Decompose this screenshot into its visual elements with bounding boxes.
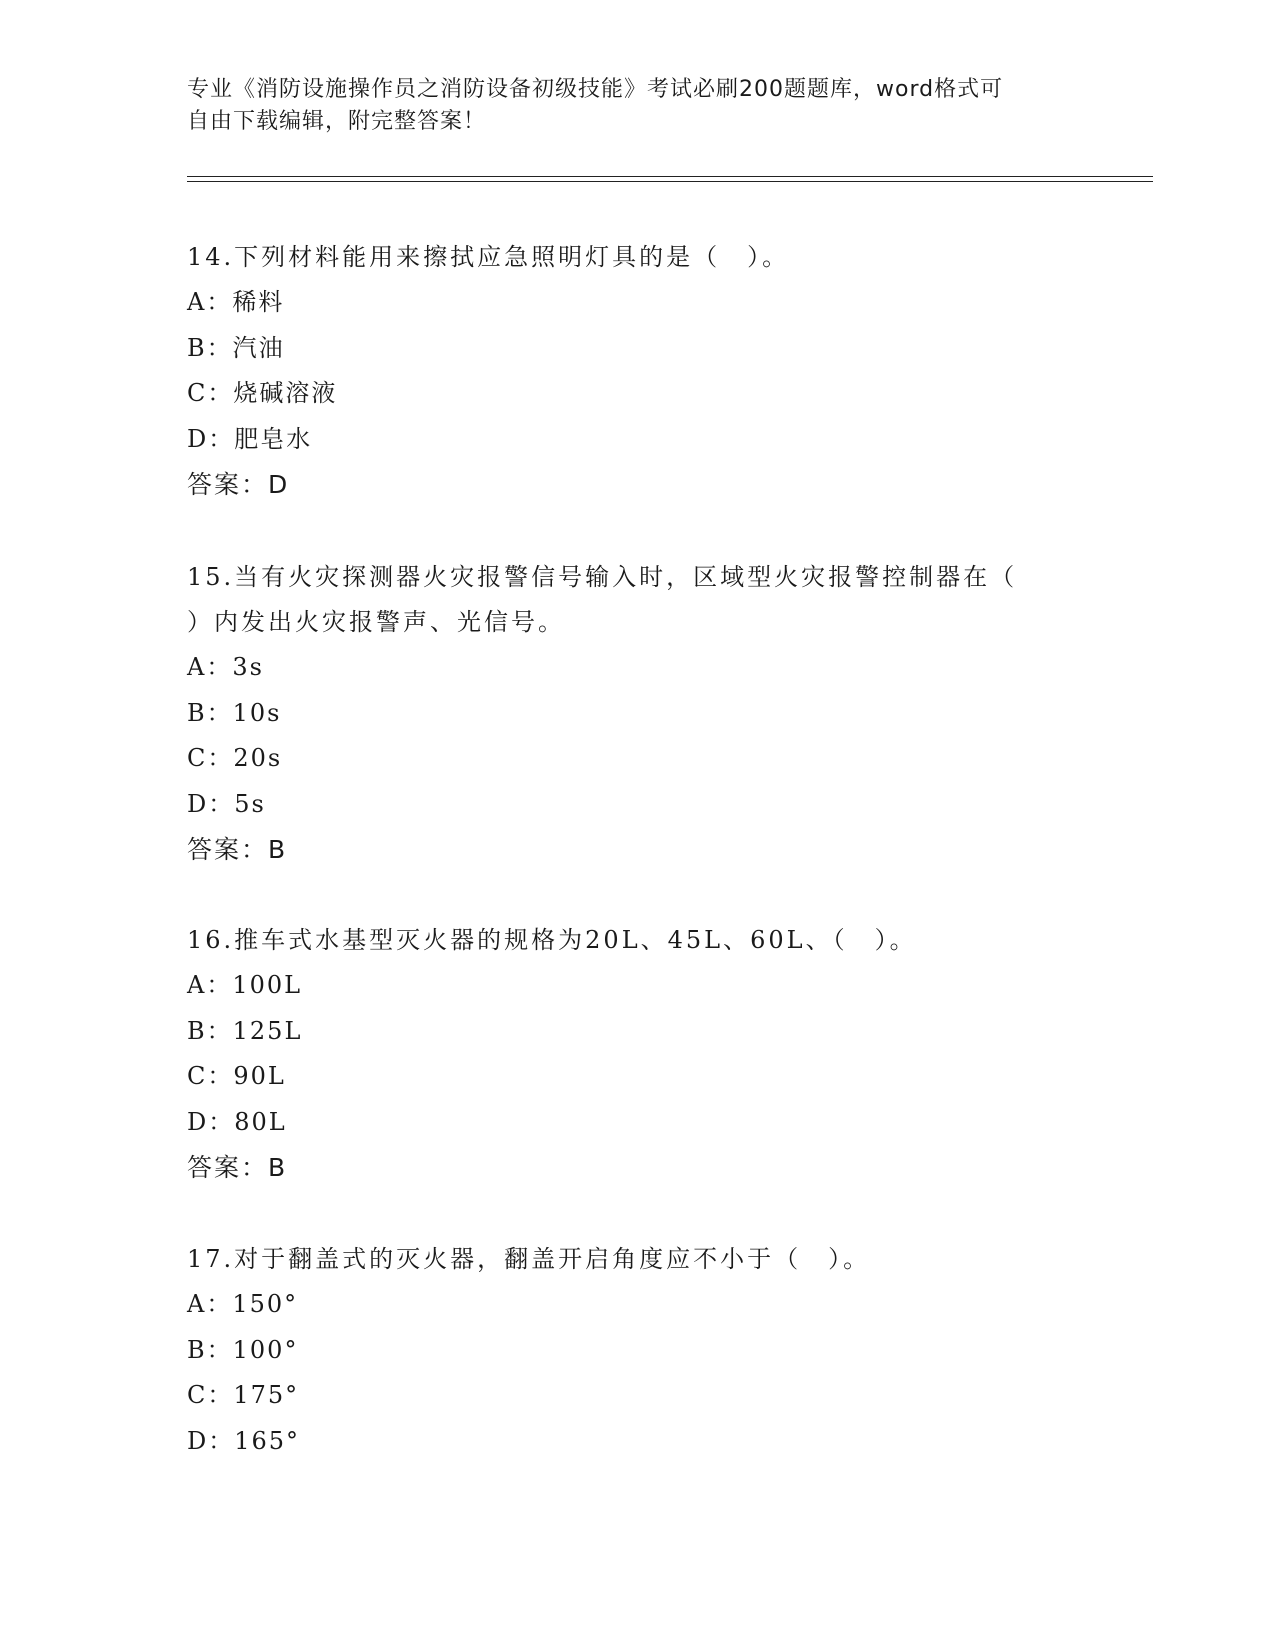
answer-label: 答案：B — [187, 835, 288, 864]
header-line-1: 专业《消防设施操作员之消防设备初级技能》考试必刷200题题库，word格式可 — [187, 77, 1004, 102]
option-a: A：150° — [187, 1290, 299, 1318]
question-stem: 16.推车式水基型灭火器的规格为20L、45L、60L、（ ）。 — [187, 926, 917, 954]
option-d: D：肥皂水 — [187, 424, 313, 453]
question-stem: 17.对于翻盖式的灭火器，翻盖开启角度应不小于（ ）。 — [187, 1245, 871, 1273]
question-stem: 15.当有火灾探测器火灾报警信号输入时，区域型火灾报警控制器在（ — [187, 563, 1018, 591]
header-line-2: 自由下载编辑，附完整答案！ — [187, 109, 487, 134]
option-c: C：175° — [187, 1381, 300, 1409]
option-b: B：汽油 — [187, 333, 285, 362]
header-divider-bottom — [187, 181, 1153, 182]
option-d: D：80L — [187, 1107, 287, 1136]
answer-label: 答案：D — [187, 470, 290, 499]
question-15 — [187, 555, 1087, 872]
question-14 — [187, 235, 1087, 507]
option-b: B：10s — [187, 698, 282, 727]
option-a: A：3s — [187, 653, 264, 681]
option-c: C：90L — [187, 1062, 286, 1090]
option-d: D：165° — [187, 1426, 301, 1455]
option-c: C：20s — [187, 744, 283, 772]
document-header — [187, 74, 1087, 138]
question-stem-continued: ）内发出火灾报警声、光信号。 — [187, 608, 565, 636]
option-b: B：125L — [187, 1016, 303, 1045]
option-d: D：5s — [187, 789, 266, 818]
option-c: C：烧碱溶液 — [187, 379, 338, 407]
option-a: A：100L — [187, 971, 303, 999]
answer-label: 答案：B — [187, 1153, 288, 1182]
option-b: B：100° — [187, 1335, 299, 1364]
question-17 — [187, 1237, 1087, 1464]
question-16 — [187, 918, 1087, 1190]
header-divider-top — [187, 176, 1153, 177]
question-stem: 14.下列材料能用来擦拭应急照明灯具的是（ ）。 — [187, 243, 790, 271]
option-a: A：稀料 — [187, 288, 285, 316]
